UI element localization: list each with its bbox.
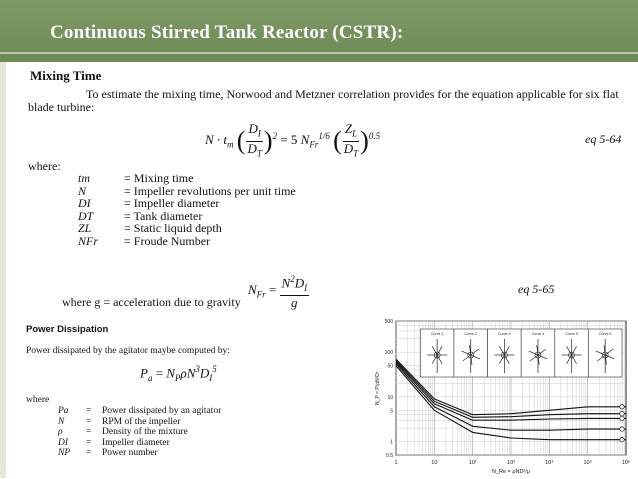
eq-label-5-65: eq 5-65 [518,282,555,296]
def-symbol: DI [58,437,69,448]
def-text: = Impeller revolutions per unit time [124,183,296,198]
def-symbol: ρ [58,427,63,437]
slide-title-bar [0,0,638,62]
y-tick-label: 5 [390,408,393,415]
y-tick-label: 0.5 [386,453,393,459]
def-text: = Mixing time [124,171,194,185]
x-tick-label: 10² [468,460,477,466]
x-tick-label: 10⁴ [545,460,554,466]
x-tick-label: 10⁵ [583,460,592,466]
impeller-legend-label: Curve 3 [498,332,511,336]
def-symbol: ZL [78,221,92,235]
power-equation: $P_a = N_P\rho N^3D_I^5$ [140,364,217,383]
impeller-legend-label: Curve 1 [430,332,444,336]
power-number-chart [370,315,634,475]
impeller-legend-label: Curve 6 [598,332,612,336]
definition-row: Pa = Power dissipated by an agitator [58,406,222,416]
y-tick-label: 500 [384,319,393,325]
series-end-marker [620,405,624,409]
power-definitions [58,406,221,459]
eq-label-5-64: eq 5-64 [585,132,622,146]
def-text: Density of the mixture [102,427,188,437]
def-symbol: tm [78,171,90,185]
def-text: Power dissipated by an agitator [102,406,222,416]
def-text: = Tank diameter [124,208,203,223]
def-symbol: DT [78,208,94,223]
impeller-legend-label: Curve 2 [464,332,478,336]
left-accent-strip [0,62,6,478]
mixing-intro: To estimate the mixing time, Norwood and Metzner correlation provides for the equation applicable for six flat blade turbine: [28,87,619,114]
def-symbol: N [78,183,87,198]
mixing-heading: Mixing Time [30,68,102,83]
series-end-marker [620,427,624,431]
gravity-note: where g = acceleration due to gravity [62,295,241,309]
power-where: where [26,395,50,405]
y-tick-label: 10 [387,394,393,401]
def-text: = Impeller diameter [124,196,220,210]
def-text: Impeller diameter [102,437,170,448]
x-tick-label: 10 [431,460,438,466]
series-end-marker [620,438,624,442]
def-symbol: NFr [78,233,99,248]
definition-row [78,222,296,235]
y-tick-label: 50 [387,363,393,370]
x-tick-label: 10³ [507,460,515,466]
definition-row [78,197,296,210]
series-end-marker [620,416,624,420]
impeller-legend-label: Curve 5 [565,332,578,336]
equation-5-64: $N \cdot t_m$ ( $\frac{D_I}{D_T}$ )$^2$ = 5 $N_{Fr}^{1/6}$ ( $\frac{Z_L}{D_T}$ )$^{0.5}$ [205,121,381,159]
power-number-chart-svg [370,315,634,475]
equation-5-65: $N_{Fr}$ = $\frac{N^2D_I}{g}$ [248,274,308,310]
series-end-marker [620,412,624,416]
title-rule [0,52,638,54]
definition-row [78,235,296,248]
def-symbol: N [58,416,65,427]
y-tick-label: 1 [390,439,393,446]
x-tick-label: 10⁶ [621,460,631,466]
mixing-where: where: [28,159,61,173]
slide-title: Continuous Stirred Tank Reactor (CSTR): [50,22,404,43]
y-tick-label: 100 [384,350,393,357]
def-symbol: NP [58,448,71,458]
def-text: Power number [102,448,158,458]
def-text: = Static liquid depth [124,221,222,235]
definition-row: ρ = Density of the mixture [58,427,188,437]
def-text: RPM of the impeller [102,416,181,427]
definition-row: DI = Impeller diameter [58,437,170,448]
y-axis-label: N_P = P/ρN³D⁵ [375,371,381,405]
power-heading: Power Dissipation [26,324,109,335]
definition-row: N = RPM of the impeller [58,416,181,427]
definition-row [78,172,296,185]
x-axis-label: N_Re = ρND²/μ [492,469,530,475]
power-intro: Power dissipated by the agitator maybe computed by: [26,346,230,356]
impeller-legend-label: Curve 4 [531,332,545,336]
def-symbol: Pa [58,406,69,416]
def-symbol: DI [78,196,91,210]
mixing-definitions [78,172,296,247]
x-tick-label: 1 [394,460,398,466]
def-text: = Froude Number [124,233,211,248]
definition-row: NP = Power number [58,448,158,458]
